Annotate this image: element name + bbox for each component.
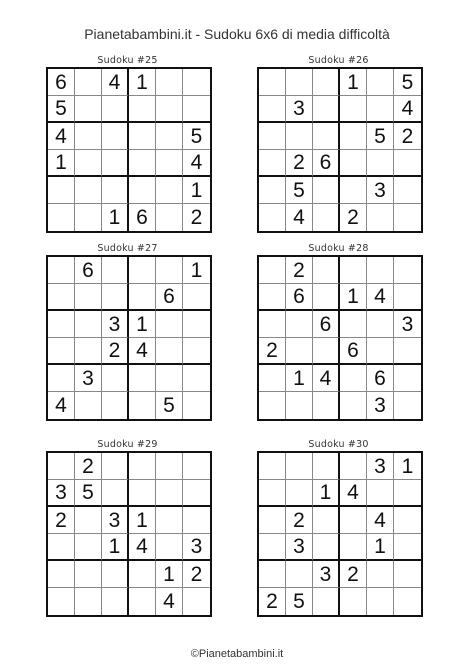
sudoku-cell (259, 150, 286, 177)
sudoku-cell: 2 (286, 507, 313, 534)
sudoku-cell (313, 177, 340, 204)
sudoku-cell (129, 257, 156, 284)
sudoku-cell: 3 (102, 507, 129, 534)
sudoku-cell (367, 588, 394, 615)
sudoku-cell (394, 588, 421, 615)
sudoku-cell (129, 392, 156, 419)
sudoku-cell (183, 311, 210, 338)
sudoku-cell (183, 507, 210, 534)
sudoku-cell (313, 123, 340, 150)
sudoku-cell: 5 (156, 392, 183, 419)
sudoku-cell: 2 (190, 206, 203, 229)
sudoku-cell (183, 588, 210, 615)
sudoku-cell: 4 (394, 96, 421, 123)
sudoku-cell (156, 534, 183, 561)
sudoku-cell (394, 338, 421, 365)
sudoku-cell (129, 123, 156, 150)
sudoku-cell (394, 534, 421, 561)
sudoku-cell (156, 123, 183, 150)
sudoku-cell: 2 (48, 507, 75, 534)
sudoku-cell: 1 (340, 69, 367, 96)
sudoku-puzzle-28 (257, 243, 420, 421)
sudoku-cell: 1 (286, 365, 313, 392)
sudoku-cell: 4 (313, 365, 340, 392)
sudoku-cell: 4 (286, 204, 313, 231)
sudoku-cell (286, 311, 313, 338)
sudoku-cell (48, 365, 75, 392)
sudoku-cell: 5 (183, 123, 210, 150)
sudoku-cell (394, 392, 421, 419)
sudoku-cell: 1 (183, 177, 210, 204)
sudoku-cell (129, 150, 156, 177)
sudoku-cell (259, 257, 286, 284)
sudoku-cell (286, 561, 313, 588)
sudoku-cell: 2 (340, 561, 367, 588)
sudoku-cell: 2 (286, 257, 313, 284)
sudoku-cell (156, 338, 183, 365)
sudoku-grid (257, 451, 423, 617)
sudoku-cell (102, 284, 129, 311)
page-title: Pianetabambini.it - Sudoku 6x6 di media difficoltà (84, 26, 390, 42)
sudoku-cell (259, 534, 286, 561)
sudoku-cell (340, 507, 367, 534)
sudoku-cell: 3 (313, 561, 340, 588)
puzzle-label: Sudoku #29 (97, 439, 158, 450)
sudoku-cell (340, 453, 367, 480)
sudoku-cell (313, 284, 340, 311)
sudoku-cell (156, 453, 183, 480)
sudoku-cell (183, 338, 210, 365)
sudoku-cell (156, 150, 183, 177)
sudoku-cell (75, 311, 102, 338)
sudoku-cell (156, 311, 183, 338)
sudoku-cell (48, 284, 75, 311)
sudoku-grid (257, 255, 423, 421)
sudoku-cell (129, 588, 156, 615)
sudoku-cell (394, 507, 421, 534)
sudoku-cell (102, 365, 129, 392)
sudoku-cell (75, 96, 102, 123)
sudoku-cell: 2 (286, 150, 313, 177)
sudoku-cell (259, 392, 286, 419)
sudoku-cell (48, 453, 75, 480)
sudoku-cell (367, 69, 394, 96)
sudoku-cell: 3 (48, 480, 75, 507)
sudoku-cell: 6 (340, 338, 367, 365)
sudoku-cell (367, 561, 394, 588)
sudoku-cell (129, 561, 156, 588)
puzzle-label: Sudoku #30 (308, 439, 369, 450)
sudoku-cell: 2 (75, 453, 102, 480)
sudoku-cell (48, 257, 75, 284)
sudoku-cell (129, 177, 156, 204)
sudoku-cell (394, 284, 421, 311)
sudoku-cell (394, 561, 421, 588)
sudoku-cell (183, 480, 210, 507)
sudoku-cell: 2 (340, 204, 367, 231)
sudoku-cell (286, 123, 313, 150)
sudoku-cell (340, 257, 367, 284)
sudoku-cell (75, 588, 102, 615)
sudoku-cell: 1 (183, 257, 210, 284)
sudoku-cell (183, 365, 210, 392)
sudoku-cell: 3 (367, 177, 394, 204)
sudoku-cell (259, 204, 286, 231)
sudoku-cell (286, 69, 313, 96)
sudoku-cell (102, 588, 129, 615)
sudoku-cell: 4 (129, 534, 156, 561)
sudoku-cell (259, 453, 286, 480)
sudoku-cell (394, 177, 421, 204)
sudoku-cell (102, 392, 129, 419)
sudoku-cell: 6 (156, 284, 183, 311)
sudoku-cell (259, 177, 286, 204)
sudoku-cell: 1 (48, 150, 75, 177)
sudoku-cell (394, 480, 421, 507)
sudoku-cell (367, 480, 394, 507)
sudoku-cell: 5 (394, 69, 421, 96)
sudoku-cell (48, 311, 75, 338)
sudoku-puzzle-27 (46, 243, 209, 421)
sudoku-cell (259, 561, 286, 588)
sudoku-cell (75, 338, 102, 365)
sudoku-cell (367, 204, 394, 231)
sudoku-cell (367, 311, 394, 338)
sudoku-cell (367, 96, 394, 123)
sudoku-cell: 6 (286, 284, 313, 311)
sudoku-cell: 1 (129, 507, 156, 534)
sudoku-cell (156, 96, 183, 123)
footer-copyright: ©Pianetabambini.it (190, 648, 284, 660)
sudoku-cell: 4 (367, 284, 394, 311)
sudoku-cell: 5 (286, 588, 313, 615)
puzzle-label: Sudoku #28 (308, 243, 369, 254)
sudoku-cell (259, 365, 286, 392)
sudoku-cell: 1 (129, 311, 156, 338)
sudoku-cell (367, 338, 394, 365)
sudoku-cell: 4 (48, 123, 75, 150)
sudoku-cell (102, 177, 129, 204)
sudoku-cell (394, 365, 421, 392)
sudoku-puzzle-29 (46, 439, 209, 617)
sudoku-cell (367, 150, 394, 177)
sudoku-cell (313, 96, 340, 123)
sudoku-cell (75, 123, 102, 150)
sudoku-cell: 3 (367, 453, 394, 480)
sudoku-cell: 3 (102, 311, 129, 338)
sudoku-cell (394, 150, 421, 177)
sudoku-cell: 5 (286, 177, 313, 204)
sudoku-cell (286, 453, 313, 480)
sudoku-cell (259, 507, 286, 534)
sudoku-cell (340, 534, 367, 561)
puzzle-label: Sudoku #27 (97, 243, 158, 254)
sudoku-cell: 1 (156, 561, 183, 588)
sudoku-cell (286, 392, 313, 419)
sudoku-grid (46, 451, 212, 617)
sudoku-cell (259, 311, 286, 338)
sudoku-cell: 1 (129, 69, 156, 96)
puzzle-label: Sudoku #26 (308, 55, 369, 66)
sudoku-cell: 6 (313, 311, 340, 338)
sudoku-cell (313, 204, 340, 231)
sudoku-cell (48, 588, 75, 615)
sudoku-cell: 2 (394, 123, 421, 150)
sudoku-cell (129, 284, 156, 311)
sudoku-cell (75, 507, 102, 534)
sudoku-cell (129, 365, 156, 392)
sudoku-cell: 4 (367, 507, 394, 534)
sudoku-cell (156, 480, 183, 507)
sudoku-cell (129, 480, 156, 507)
sudoku-cell (394, 204, 421, 231)
sudoku-cell: 4 (102, 69, 129, 96)
sudoku-cell: 3 (75, 365, 102, 392)
sudoku-cell (340, 311, 367, 338)
sudoku-cell (48, 204, 75, 231)
sudoku-cell (340, 177, 367, 204)
sudoku-cell (156, 177, 183, 204)
sudoku-grid (46, 67, 212, 233)
sudoku-cell: 4 (156, 588, 183, 615)
sudoku-puzzle-25 (46, 55, 209, 233)
sudoku-cell (129, 96, 156, 123)
sudoku-cell: 3 (367, 392, 394, 419)
sudoku-cell: 5 (75, 480, 102, 507)
sudoku-cell (313, 534, 340, 561)
sudoku-cell (48, 177, 75, 204)
sudoku-cell (313, 69, 340, 96)
sudoku-cell (183, 69, 210, 96)
sudoku-cell: 6 (367, 365, 394, 392)
sudoku-puzzle-26 (257, 55, 420, 233)
sudoku-cell: 4 (340, 480, 367, 507)
sudoku-cell (75, 204, 102, 231)
sudoku-cell (102, 123, 129, 150)
sudoku-cell (367, 257, 394, 284)
sudoku-puzzle-30 (257, 439, 420, 617)
sudoku-cell: 1 (102, 534, 129, 561)
sudoku-cell (75, 561, 102, 588)
sudoku-cell: 6 (75, 257, 102, 284)
sudoku-cell (340, 96, 367, 123)
sudoku-cell (313, 392, 340, 419)
sudoku-cell (340, 365, 367, 392)
sudoku-cell (156, 507, 183, 534)
sudoku-cell (75, 150, 102, 177)
sudoku-cell: 2 (259, 588, 286, 615)
sudoku-cell: 3 (183, 534, 210, 561)
sudoku-cell (340, 123, 367, 150)
sudoku-cell: 4 (183, 150, 210, 177)
sudoku-cell (156, 365, 183, 392)
sudoku-cell (183, 392, 210, 419)
sudoku-cell (129, 453, 156, 480)
sudoku-cell: 1 (394, 453, 421, 480)
sudoku-cell: 1 (367, 534, 394, 561)
sudoku-cell (75, 284, 102, 311)
sudoku-cell: 1 (313, 480, 340, 507)
sudoku-cell (259, 123, 286, 150)
sudoku-cell: 3 (286, 534, 313, 561)
sudoku-cell (48, 561, 75, 588)
sudoku-cell (183, 453, 210, 480)
sudoku-cell (75, 534, 102, 561)
sudoku-cell: 1 (102, 204, 129, 231)
sudoku-cell (313, 507, 340, 534)
sudoku-cell: 3 (286, 96, 313, 123)
sudoku-cell (75, 69, 102, 96)
sudoku-cell (340, 150, 367, 177)
sudoku-grid (46, 255, 212, 421)
sudoku-cell: 5 (367, 123, 394, 150)
sudoku-cell (259, 96, 286, 123)
sudoku-cell: 6 (313, 150, 340, 177)
sudoku-cell: 4 (48, 392, 75, 419)
sudoku-cell (340, 588, 367, 615)
sudoku-cell: 6 (48, 69, 75, 96)
sudoku-cell (183, 96, 210, 123)
sudoku-cell (75, 177, 102, 204)
sudoku-cell (259, 284, 286, 311)
sudoku-cell (286, 480, 313, 507)
sudoku-cell (313, 588, 340, 615)
sudoku-cell (313, 338, 340, 365)
sudoku-cell (183, 284, 210, 311)
sudoku-cell (156, 69, 183, 96)
sudoku-cell (340, 392, 367, 419)
sudoku-cell (259, 69, 286, 96)
sudoku-cell: 2 (259, 338, 286, 365)
sudoku-cell: 4 (129, 338, 156, 365)
sudoku-cell (313, 257, 340, 284)
sudoku-cell: 5 (48, 96, 75, 123)
sudoku-cell: 2 (183, 561, 210, 588)
sudoku-cell (156, 204, 183, 231)
sudoku-cell (48, 534, 75, 561)
sudoku-cell (102, 561, 129, 588)
puzzle-label: Sudoku #25 (97, 55, 158, 66)
sudoku-cell (102, 96, 129, 123)
sudoku-cell (102, 453, 129, 480)
sudoku-cell: 3 (394, 311, 421, 338)
sudoku-cell (48, 338, 75, 365)
sudoku-cell: 1 (340, 284, 367, 311)
sudoku-cell (75, 392, 102, 419)
sudoku-cell (286, 338, 313, 365)
sudoku-cell (259, 480, 286, 507)
sudoku-cell: 2 (102, 338, 129, 365)
sudoku-cell (102, 480, 129, 507)
sudoku-cell (394, 257, 421, 284)
sudoku-cell (102, 150, 129, 177)
sudoku-cell: 6 (129, 204, 156, 231)
sudoku-cell (313, 453, 340, 480)
sudoku-grid (257, 67, 423, 233)
sudoku-cell (156, 257, 183, 284)
sudoku-cell (102, 257, 129, 284)
